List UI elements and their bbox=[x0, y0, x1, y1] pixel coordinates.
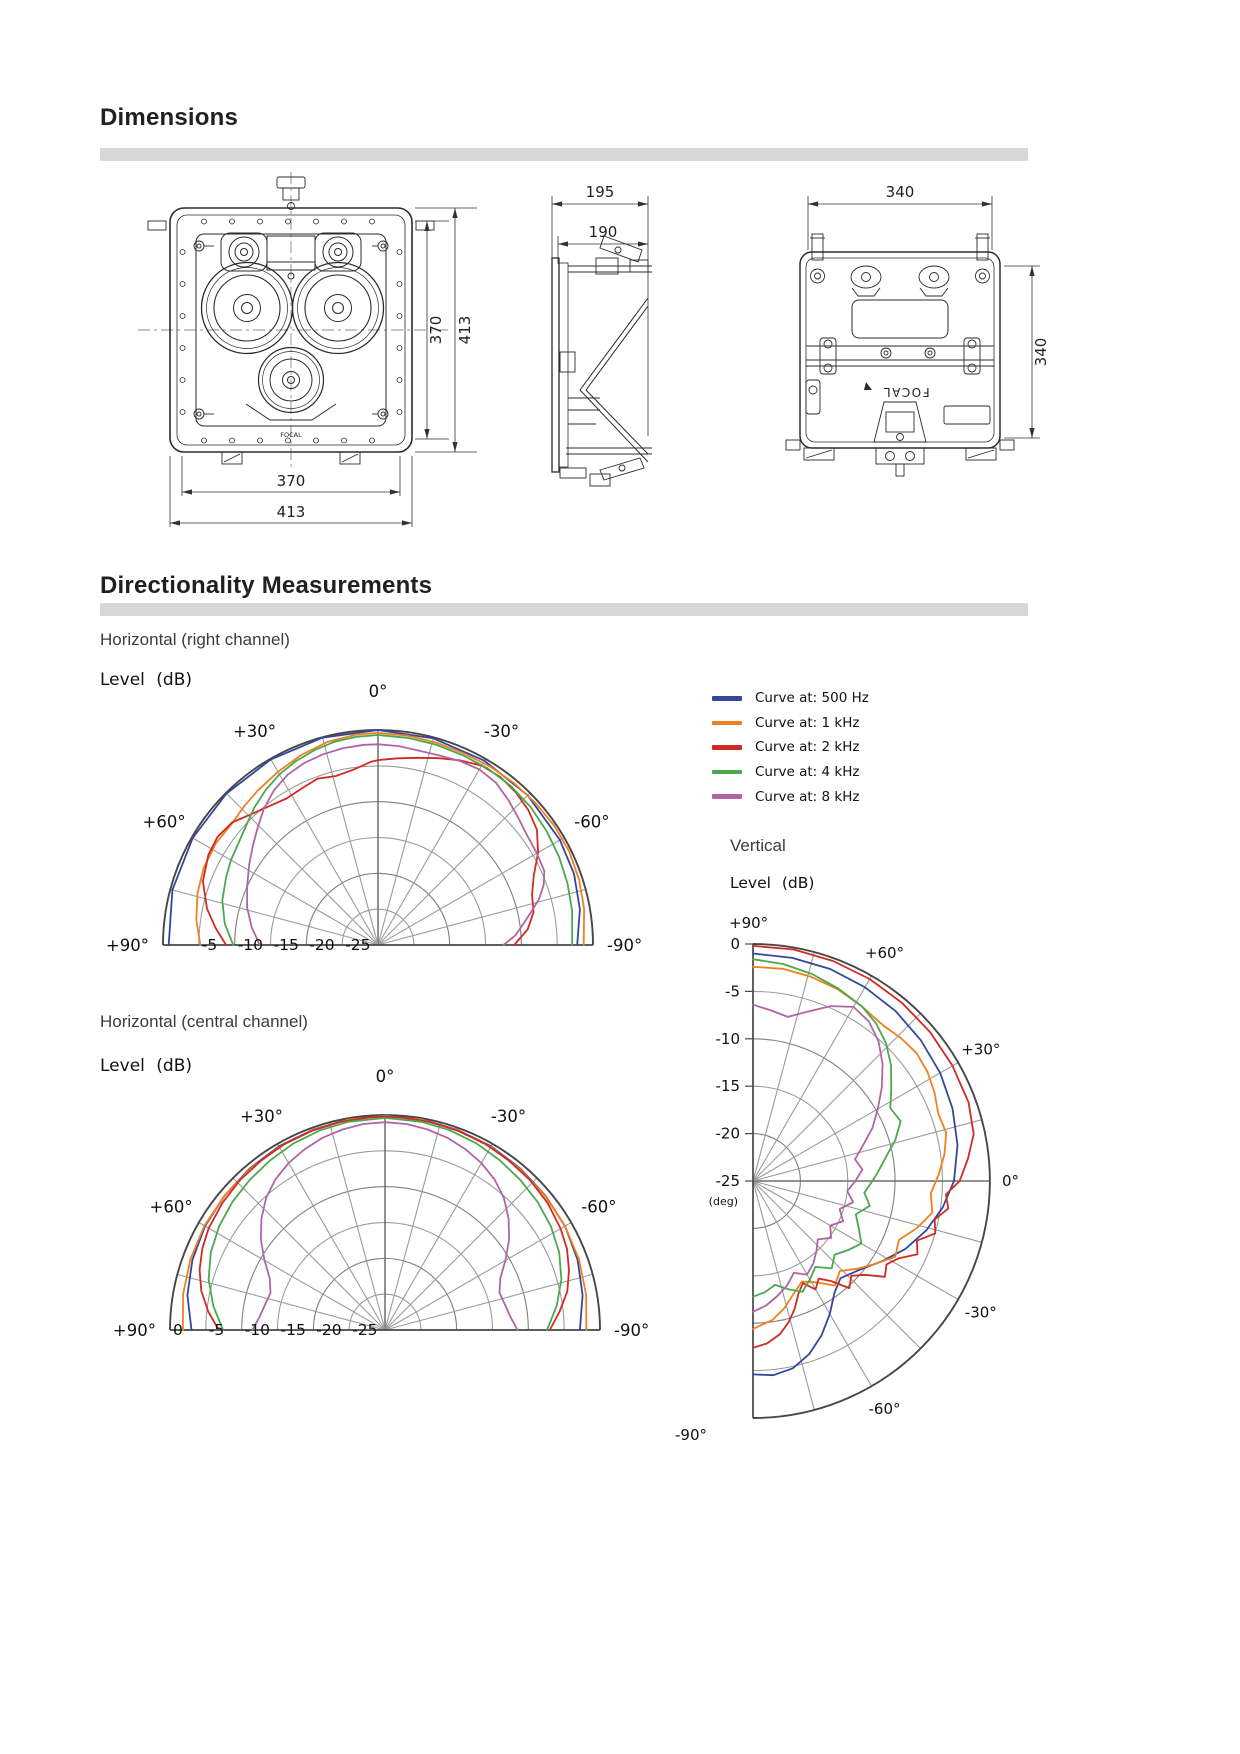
axis-label: -25 bbox=[345, 936, 371, 954]
grid-radial bbox=[192, 838, 378, 946]
grid-radial bbox=[753, 1181, 958, 1300]
level-db-label-central-chart: Level (dB) bbox=[100, 1056, 192, 1076]
axis-label: -60° bbox=[868, 1399, 901, 1418]
axis-label: -10 bbox=[715, 1029, 740, 1048]
axis-label: -25 bbox=[715, 1172, 740, 1190]
dim-side-depth: 190 bbox=[588, 223, 618, 241]
grid-radial bbox=[199, 1223, 385, 1331]
legend-label: Curve at: 1 kHz bbox=[755, 714, 860, 731]
subtitle-horizontal-central: Horizontal (central channel) bbox=[100, 1012, 308, 1031]
polar-chart-horizontal-right bbox=[106, 682, 642, 955]
dim-back-height: 340 bbox=[1032, 337, 1050, 367]
legend-label: Curve at: 2 kHz bbox=[755, 739, 860, 756]
grid-radial bbox=[233, 1178, 385, 1330]
legend-label: Curve at: 4 kHz bbox=[755, 764, 860, 781]
legend-label: Curve at: 500 Hz bbox=[755, 690, 869, 707]
grid-radial bbox=[753, 1181, 872, 1386]
grid-radial bbox=[385, 1223, 571, 1331]
axis-label: -15 bbox=[280, 1321, 306, 1339]
axis-label: +60° bbox=[142, 812, 186, 832]
axis-label: -25 bbox=[352, 1321, 378, 1339]
axis-label: -10 bbox=[237, 936, 264, 954]
axis-label: +30° bbox=[239, 1107, 284, 1127]
axis-label: 0° bbox=[375, 1067, 395, 1086]
axis-label: 0° bbox=[1002, 1172, 1020, 1190]
level-db-label-vertical-chart: Level (dB) bbox=[730, 874, 815, 892]
axis-label: -20 bbox=[316, 1321, 342, 1339]
axis-label: (deg) bbox=[708, 1195, 738, 1208]
grid-radial bbox=[385, 1178, 537, 1330]
axis-label: -20 bbox=[309, 936, 335, 954]
axis-label: +30° bbox=[961, 1040, 1001, 1059]
axis-label: -90° bbox=[607, 936, 643, 955]
grid-radial bbox=[753, 1063, 958, 1182]
grid-radial bbox=[753, 1013, 921, 1181]
curve-500hz bbox=[753, 954, 958, 1376]
section-title-dimensions: Dimensions bbox=[100, 104, 239, 131]
dim-front-height: 370 bbox=[427, 315, 445, 345]
subtitle-vertical: Vertical bbox=[730, 836, 786, 855]
legend-label: Curve at: 8 kHz bbox=[755, 788, 860, 805]
curve-8khz bbox=[753, 1005, 883, 1312]
grid-radial bbox=[753, 952, 814, 1181]
axis-label: -90° bbox=[614, 1321, 650, 1340]
grid-radial bbox=[385, 1144, 493, 1330]
dim-back-width: 340 bbox=[885, 183, 915, 201]
axis-label: 0 bbox=[173, 1321, 183, 1339]
focal-logo-text: FOCAL bbox=[882, 385, 930, 399]
axis-label: +90° bbox=[105, 936, 149, 955]
grid-radial bbox=[271, 759, 379, 945]
grid-radial bbox=[753, 1181, 982, 1242]
axis-label: -10 bbox=[244, 1321, 271, 1339]
grid-radial bbox=[378, 759, 486, 945]
axis-label: -5 bbox=[725, 982, 740, 1001]
axis-label: 0 bbox=[730, 935, 740, 953]
subtitle-horizontal-right: Horizontal (right channel) bbox=[100, 630, 290, 649]
axis-label: -30° bbox=[490, 1107, 527, 1127]
axis-label: -60° bbox=[574, 812, 610, 832]
level-db-label-right-chart: Level (dB) bbox=[100, 670, 192, 690]
axis-label: -30° bbox=[964, 1303, 997, 1322]
axis-label: -5 bbox=[208, 1321, 225, 1339]
dim-side-depth-total: 195 bbox=[585, 183, 615, 201]
axis-label: -30° bbox=[483, 722, 520, 742]
axis-label: 0° bbox=[368, 682, 388, 701]
section-title-directionality: Directionality Measurements bbox=[100, 572, 433, 599]
axis-label: +60° bbox=[864, 944, 905, 963]
grid-radial bbox=[753, 1120, 982, 1181]
axis-label: -15 bbox=[715, 1077, 740, 1096]
polar-chart-vertical bbox=[675, 914, 1019, 1444]
grid-radial bbox=[278, 1144, 386, 1330]
axis-label: +60° bbox=[149, 1197, 193, 1217]
axis-label: +90° bbox=[729, 914, 769, 932]
svg-text:FOCAL: FOCAL bbox=[280, 431, 302, 439]
dim-front-height-total: 413 bbox=[456, 315, 474, 345]
grid-radial bbox=[378, 793, 530, 945]
axis-label: -5 bbox=[201, 936, 218, 954]
axis-label: +30° bbox=[232, 722, 277, 742]
dim-front-width-total: 413 bbox=[276, 503, 306, 521]
polar-chart-horizontal-central bbox=[113, 1067, 649, 1340]
axis-label: -90° bbox=[675, 1426, 707, 1444]
axis-label: +90° bbox=[112, 1321, 156, 1340]
curve-4khz bbox=[753, 959, 901, 1296]
grid-radial bbox=[753, 1181, 921, 1349]
axis-label: -20 bbox=[715, 1124, 740, 1143]
axis-label: -60° bbox=[581, 1197, 617, 1217]
axis-label: -15 bbox=[273, 936, 299, 954]
dim-front-width: 370 bbox=[276, 472, 306, 490]
